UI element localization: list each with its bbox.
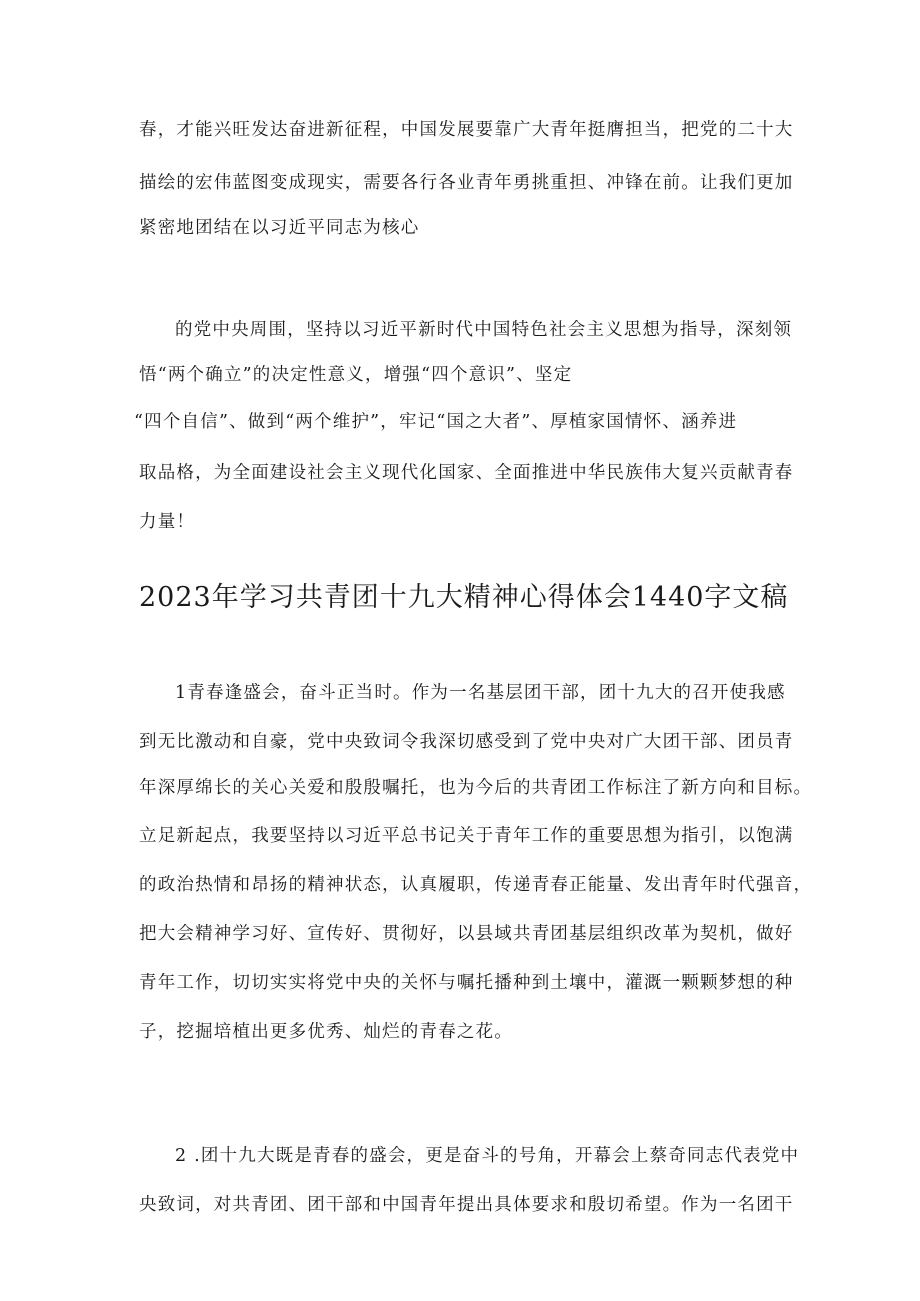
text-line: 央致词，对共青团、团干部和中国青年提出具体要求和殷切希望。作为一名团干 bbox=[139, 1195, 794, 1215]
text-line: 到无比激动和自豪，党中央致词令我深切感受到了党中央对广大团干部、团员青 bbox=[139, 732, 794, 752]
text-line: 1青春逢盛会，奋斗正当时。作为一名基层团干部，团十九大的召开使我感 bbox=[175, 683, 786, 703]
text-line: 年深厚绵长的关心关爱和殷殷嘱托，也为今后的共青团工作标注了新方向和目标。 bbox=[139, 778, 813, 798]
text-line: 力量！ bbox=[139, 512, 196, 532]
text-line: 春，才能兴旺发达奋进新征程，中国发展要靠广大青年挺膺担当，把党的二十大 bbox=[139, 120, 794, 140]
text-line: 立足新起点，我要坚持以习近平总书记关于青年工作的重要思想为指引，以饱满 bbox=[139, 826, 794, 846]
text-line: 2 .团十九大既是青春的盛会，更是奋斗的号角，开幕会上蔡奇同志代表党中 bbox=[175, 1146, 800, 1166]
text-line: 紧密地团结在以习近平同志为核心 bbox=[139, 218, 420, 238]
text-line: “四个自信”、做到“两个维护”，牢记“国之大者”、厚植家国情怀、涵养进 bbox=[134, 412, 738, 432]
section-heading: 2023年学习共青团十九大精神心得体会1440字文稿 bbox=[139, 582, 789, 613]
text-line: 悟“两个确立”的决定性意义，增强“四个意识”、坚定 bbox=[139, 365, 573, 385]
text-line: 子，挖掘培植出更多优秀、灿烂的青春之花。 bbox=[139, 1022, 513, 1042]
text-line: 取品格，为全面建设社会主义现代化国家、全面推进中华民族伟大复兴贡献青春 bbox=[139, 463, 794, 483]
text-line: 把大会精神学习好、宣传好、贯彻好，以县域共青团基层组织改革为契机，做好 bbox=[139, 924, 794, 944]
text-line: 的政治热情和昂扬的精神状态，认真履职，传递青春正能量、发出青年时代强音， bbox=[139, 875, 813, 895]
text-line: 的党中央周围，坚持以习近平新时代中国特色社会主义思想为指导，深刻领 bbox=[175, 320, 793, 340]
text-line: 描绘的宏伟蓝图变成现实，需要各行各业青年勇挑重担、冲锋在前。让我们更加 bbox=[139, 173, 794, 193]
text-line: 青年工作，切切实实将党中央的关怀与嘱托播种到土壤中，灌溉一颗颗梦想的种 bbox=[139, 973, 794, 993]
